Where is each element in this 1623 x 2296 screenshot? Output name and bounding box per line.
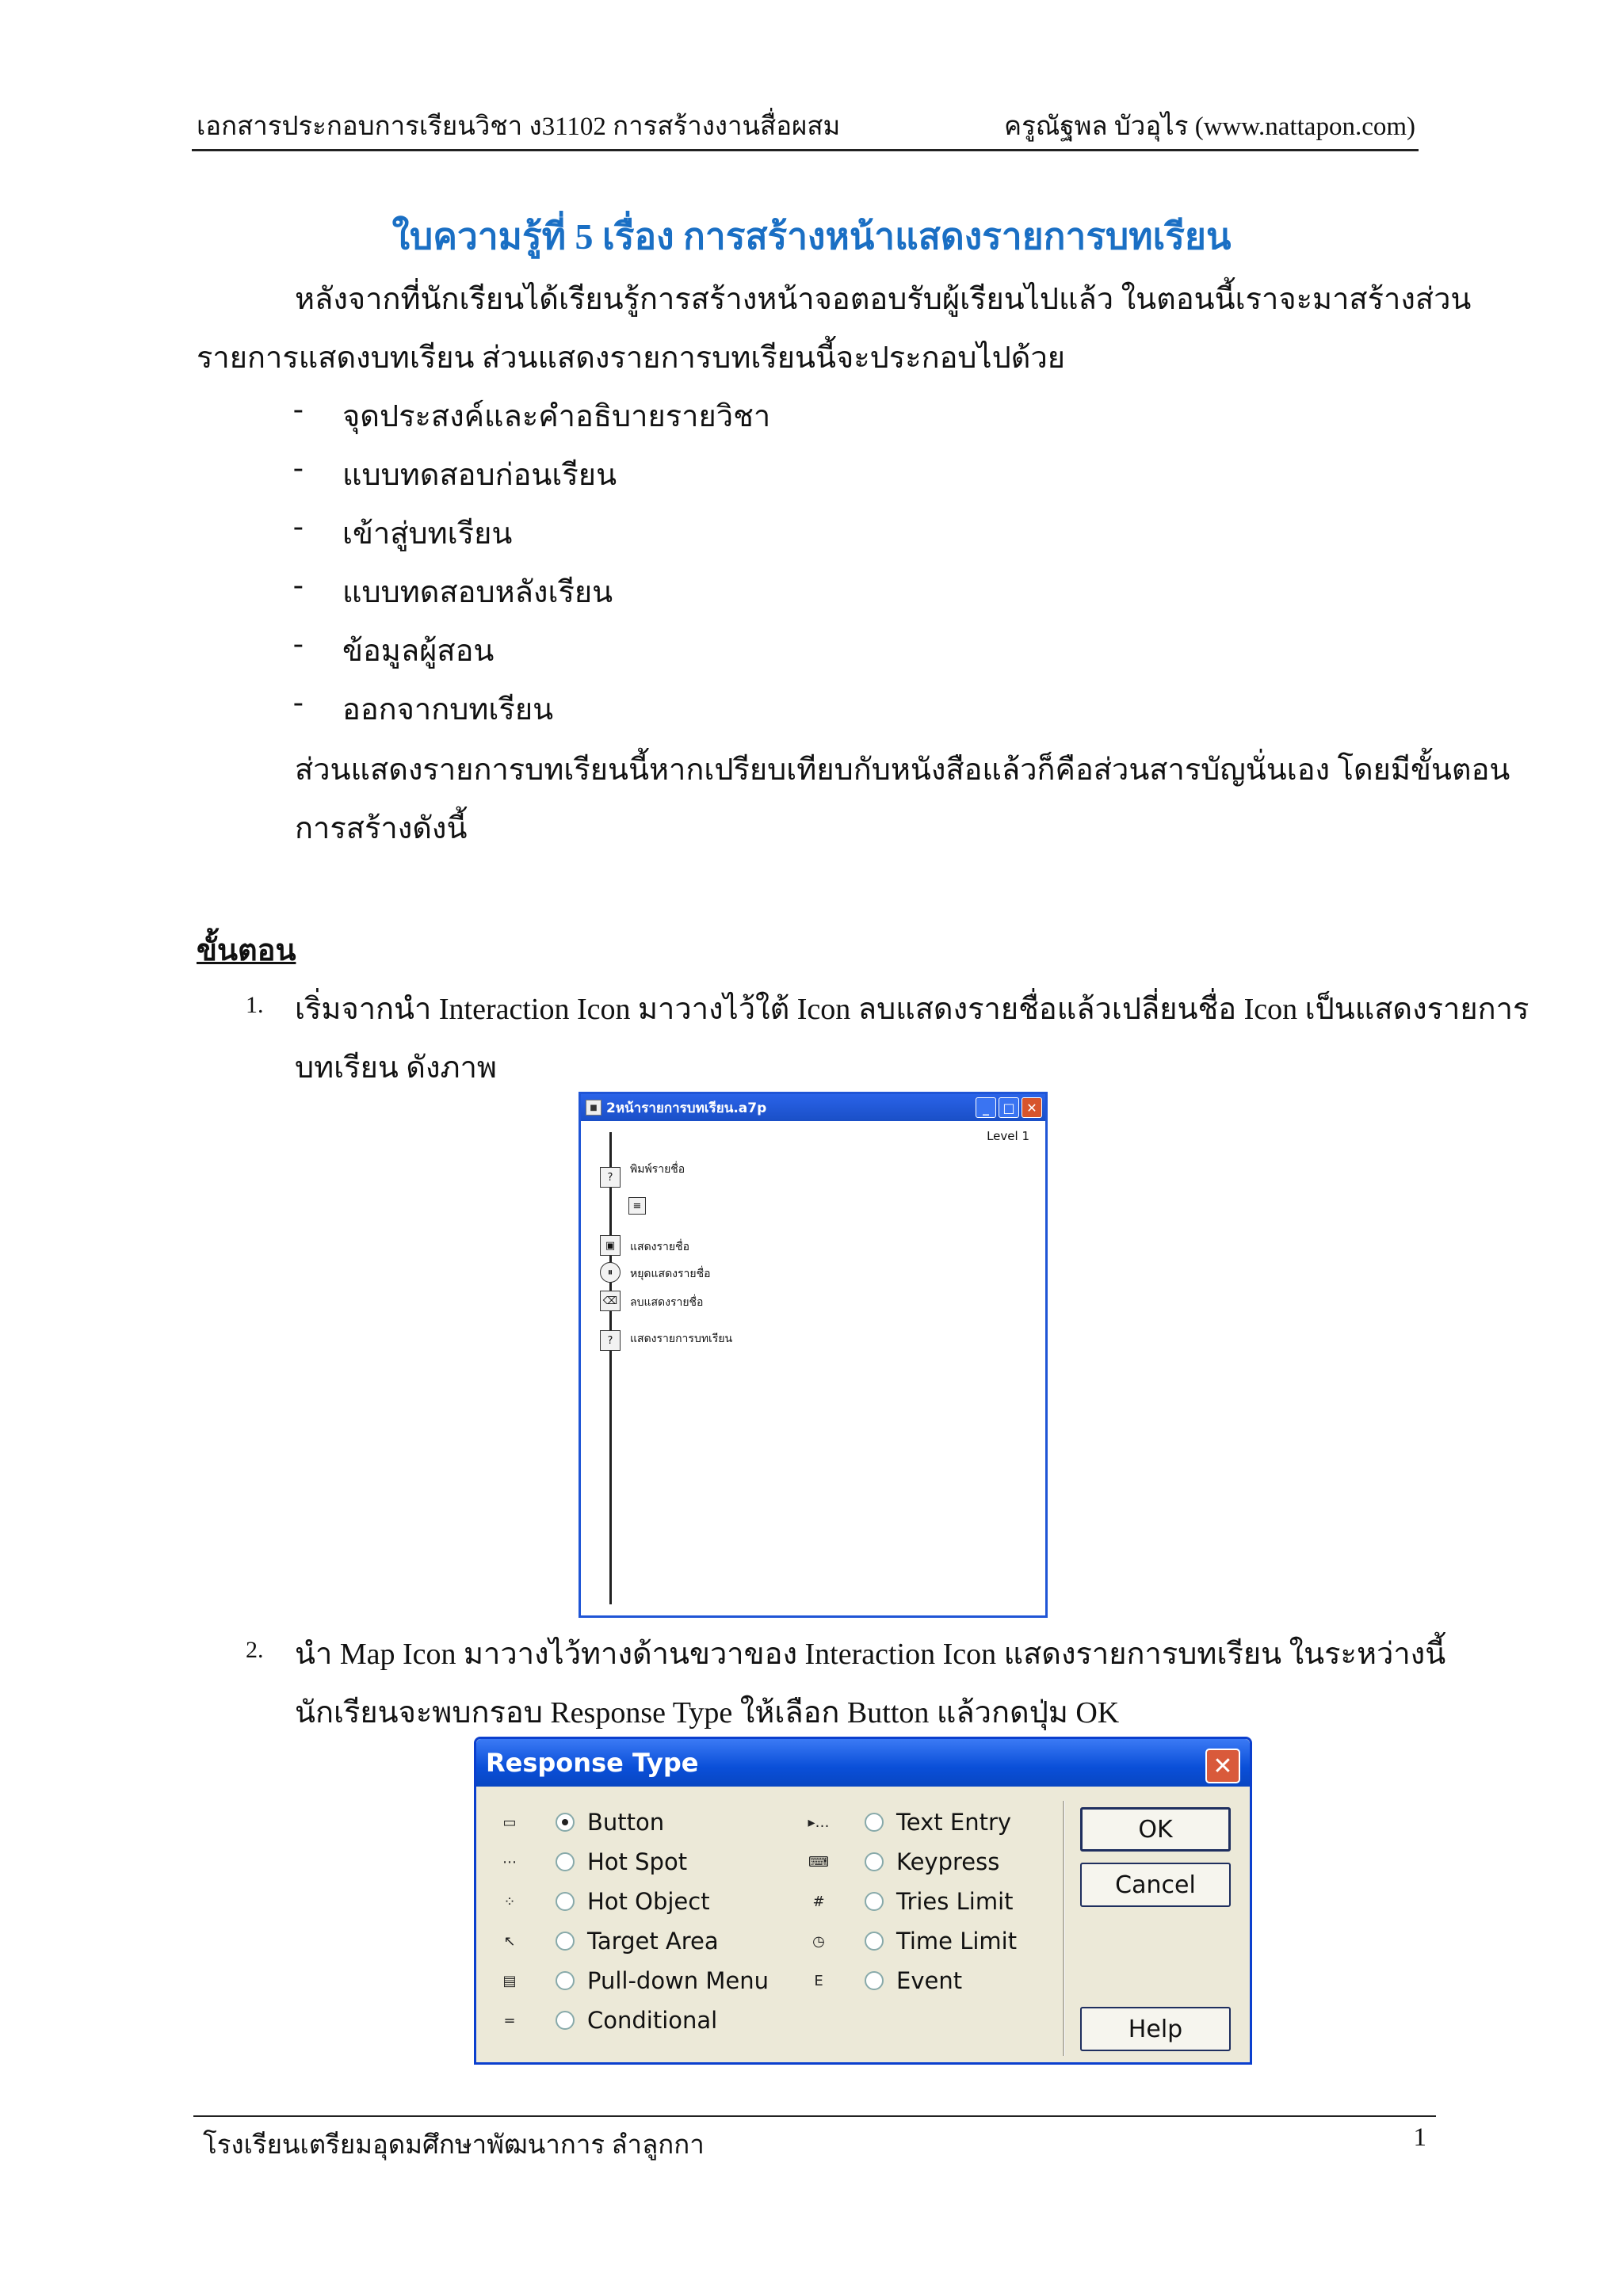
steps-heading: ขั้นตอน [197, 934, 296, 967]
interaction-icon[interactable]: ? [600, 1167, 621, 1188]
bullet-mark: - [293, 392, 304, 425]
header-doc-title: เอกสารประกอบการเรียนวิชา ง31102 การสร้างงานสื่อผสม [197, 113, 841, 141]
flowline-icon-label: หยุดแสดงรายชื่อ [630, 1268, 711, 1280]
intro-line-2: รายการแสดงบทเรียน ส่วนแสดงรายการบทเรียนนี้จะประกอบไปด้วย [197, 341, 1066, 375]
list-item: ข้อมูลผู้สอน [342, 635, 495, 668]
dialog-divider [1063, 1801, 1065, 2056]
calc-icon[interactable]: ≡ [628, 1197, 646, 1215]
footer-rule [193, 2115, 1436, 2117]
dialog-titlebar [476, 1739, 1250, 1787]
list-item: ออกจากบทเรียน [342, 693, 554, 727]
footer-school: โรงเรียนเตรียมอุดมศึกษาพัฒนาการ ลำลูกกา [203, 2131, 705, 2160]
level-indicator: Level 1 [987, 1129, 1029, 1143]
page-title: ใบความรู้ที่ 5 เรื่อง การสร้างหน้าแสดงรายการบทเรียน [391, 216, 1232, 257]
radio[interactable] [865, 1932, 884, 1951]
option-label: Text Entry [896, 1809, 1012, 1836]
cancel-button[interactable]: Cancel [1080, 1863, 1231, 1907]
option-event[interactable] [803, 1967, 962, 1994]
radio[interactable] [556, 1971, 575, 1990]
step-2-line-2: นักเรียนจะพบกรอบ Response Type ให้เลือก Button แล้วกดปุ่ม OK [295, 1696, 1120, 1730]
radio[interactable] [865, 1852, 884, 1871]
option-text-entry[interactable] [803, 1809, 1011, 1836]
radio[interactable] [556, 1932, 575, 1951]
interaction-icon[interactable]: ? [600, 1330, 621, 1351]
option-label: Time Limit [896, 1928, 1018, 1955]
option-label: Target Area [587, 1928, 719, 1955]
app-icon: ■ [586, 1100, 601, 1116]
bullet-mark: - [293, 627, 304, 660]
header-author: ครูณัฐพล บัวอุไร (www.nattapon.com) [1004, 113, 1415, 141]
step-2-line-1: นำ Map Icon มาวางไว้ทางด้านขวาของ Interaction Icon แสดงรายการบทเรียน ในระหว่างนี้ [295, 1638, 1446, 1671]
option-label: Tries Limit [896, 1888, 1014, 1915]
erase-icon[interactable]: ⌫ [600, 1291, 621, 1311]
flowline-window-title: 2หน้ารายการบทเรียน.a7p [606, 1100, 767, 1116]
option-button[interactable] [494, 1809, 664, 1836]
list-item: แบบทดสอบหลังเรียน [342, 576, 613, 609]
step-1-line-1: เริ่มจากนำ Interaction Icon มาวางไว้ใต้ Icon ลบแสดงรายชื่อแล้วเปลี่ยนชื่อ Icon เป็นแสดงรายการ [295, 993, 1529, 1026]
bullet-mark: - [293, 685, 304, 719]
text-entry-icon: ▸… [808, 1814, 830, 1831]
maximize-icon[interactable]: □ [999, 1097, 1019, 1118]
bullet-mark: - [293, 451, 304, 484]
option-pull-down-menu[interactable] [494, 1967, 769, 1994]
option-tries-limit[interactable] [803, 1888, 1014, 1915]
summary-line-2: การสร้างดังนี้ [295, 812, 468, 845]
target-area-icon: ↖ [503, 1932, 516, 1950]
list-item: จุดประสงค์และคำอธิบายรายวิชา [342, 400, 771, 433]
option-hot-spot[interactable] [494, 1848, 687, 1875]
radio[interactable] [865, 1813, 884, 1832]
step-number: 1. [246, 992, 264, 1018]
list-item: แบบทดสอบก่อนเรียน [342, 459, 617, 492]
radio[interactable] [556, 2011, 575, 2030]
flowline-window [579, 1092, 1048, 1618]
hot-spot-icon: ⋯ [502, 1853, 517, 1871]
help-button[interactable]: Help [1080, 2007, 1231, 2051]
option-label: Conditional [587, 2007, 718, 2034]
header-rule [192, 149, 1419, 151]
bullet-mark: - [293, 568, 304, 601]
wait-icon[interactable]: ⏸ [600, 1262, 621, 1283]
tries-limit-icon: # [812, 1893, 825, 1910]
flowline-icon-label: แสดงรายการบทเรียน [630, 1333, 733, 1345]
radio-selected[interactable] [556, 1813, 575, 1832]
flowline-icon-label: พิมพ์รายชื่อ [630, 1163, 685, 1176]
radio[interactable] [556, 1892, 575, 1911]
page-number: 1 [1413, 2123, 1426, 2152]
intro-line-1: หลังจากที่นักเรียนได้เรียนรู้การสร้างหน้าจอตอบรับผู้เรียนไปแล้ว ในตอนนี้เราจะมาสร้างส่วน [295, 283, 1472, 316]
radio[interactable] [556, 1852, 575, 1871]
option-target-area[interactable] [494, 1928, 719, 1955]
step-1-line-2: บทเรียน ดังภาพ [295, 1051, 497, 1085]
response-type-dialog [474, 1737, 1252, 2065]
minimize-icon[interactable]: _ [976, 1097, 996, 1118]
pull-down-menu-icon: ▤ [502, 1972, 517, 1989]
conditional-icon: = [503, 2012, 516, 2029]
event-icon: E [814, 1972, 823, 1989]
option-time-limit[interactable] [803, 1928, 1017, 1955]
dialog-title: Response Type [486, 1748, 699, 1778]
option-conditional[interactable] [494, 2007, 717, 2034]
radio[interactable] [865, 1971, 884, 1990]
option-label: Pull-down Menu [587, 1967, 769, 1994]
button-response-icon: ▭ [502, 1814, 517, 1831]
list-item: เข้าสู่บทเรียน [342, 517, 513, 551]
time-limit-icon: ◷ [812, 1932, 825, 1950]
option-label: Hot Object [587, 1888, 710, 1915]
flowline-icon-label: ลบแสดงรายชื่อ [630, 1296, 704, 1309]
step-number: 2. [246, 1637, 264, 1663]
option-label: Event [896, 1967, 963, 1994]
option-keypress[interactable] [803, 1848, 999, 1875]
close-icon[interactable]: ✕ [1022, 1097, 1042, 1118]
option-label: Hot Spot [587, 1848, 688, 1875]
flowline [609, 1132, 612, 1604]
close-icon[interactable]: ✕ [1205, 1749, 1240, 1783]
keypress-icon: ⌨ [808, 1853, 829, 1871]
ok-button[interactable]: OK [1080, 1807, 1231, 1852]
option-label: Keypress [896, 1848, 1000, 1875]
option-hot-object[interactable] [494, 1888, 710, 1915]
summary-line-1: ส่วนแสดงรายการบทเรียนนี้หากเปรียบเทียบกับหนังสือแล้วก็คือส่วนสารบัญนั่นเอง โดยมีขั้นตอน [295, 753, 1510, 787]
display-icon[interactable]: ▣ [600, 1235, 621, 1256]
option-label: Button [587, 1809, 665, 1836]
flowline-icon-label: แสดงรายชื่อ [630, 1241, 689, 1253]
radio[interactable] [865, 1892, 884, 1911]
hot-object-icon: ⁘ [503, 1893, 516, 1910]
bullet-mark: - [293, 509, 304, 543]
